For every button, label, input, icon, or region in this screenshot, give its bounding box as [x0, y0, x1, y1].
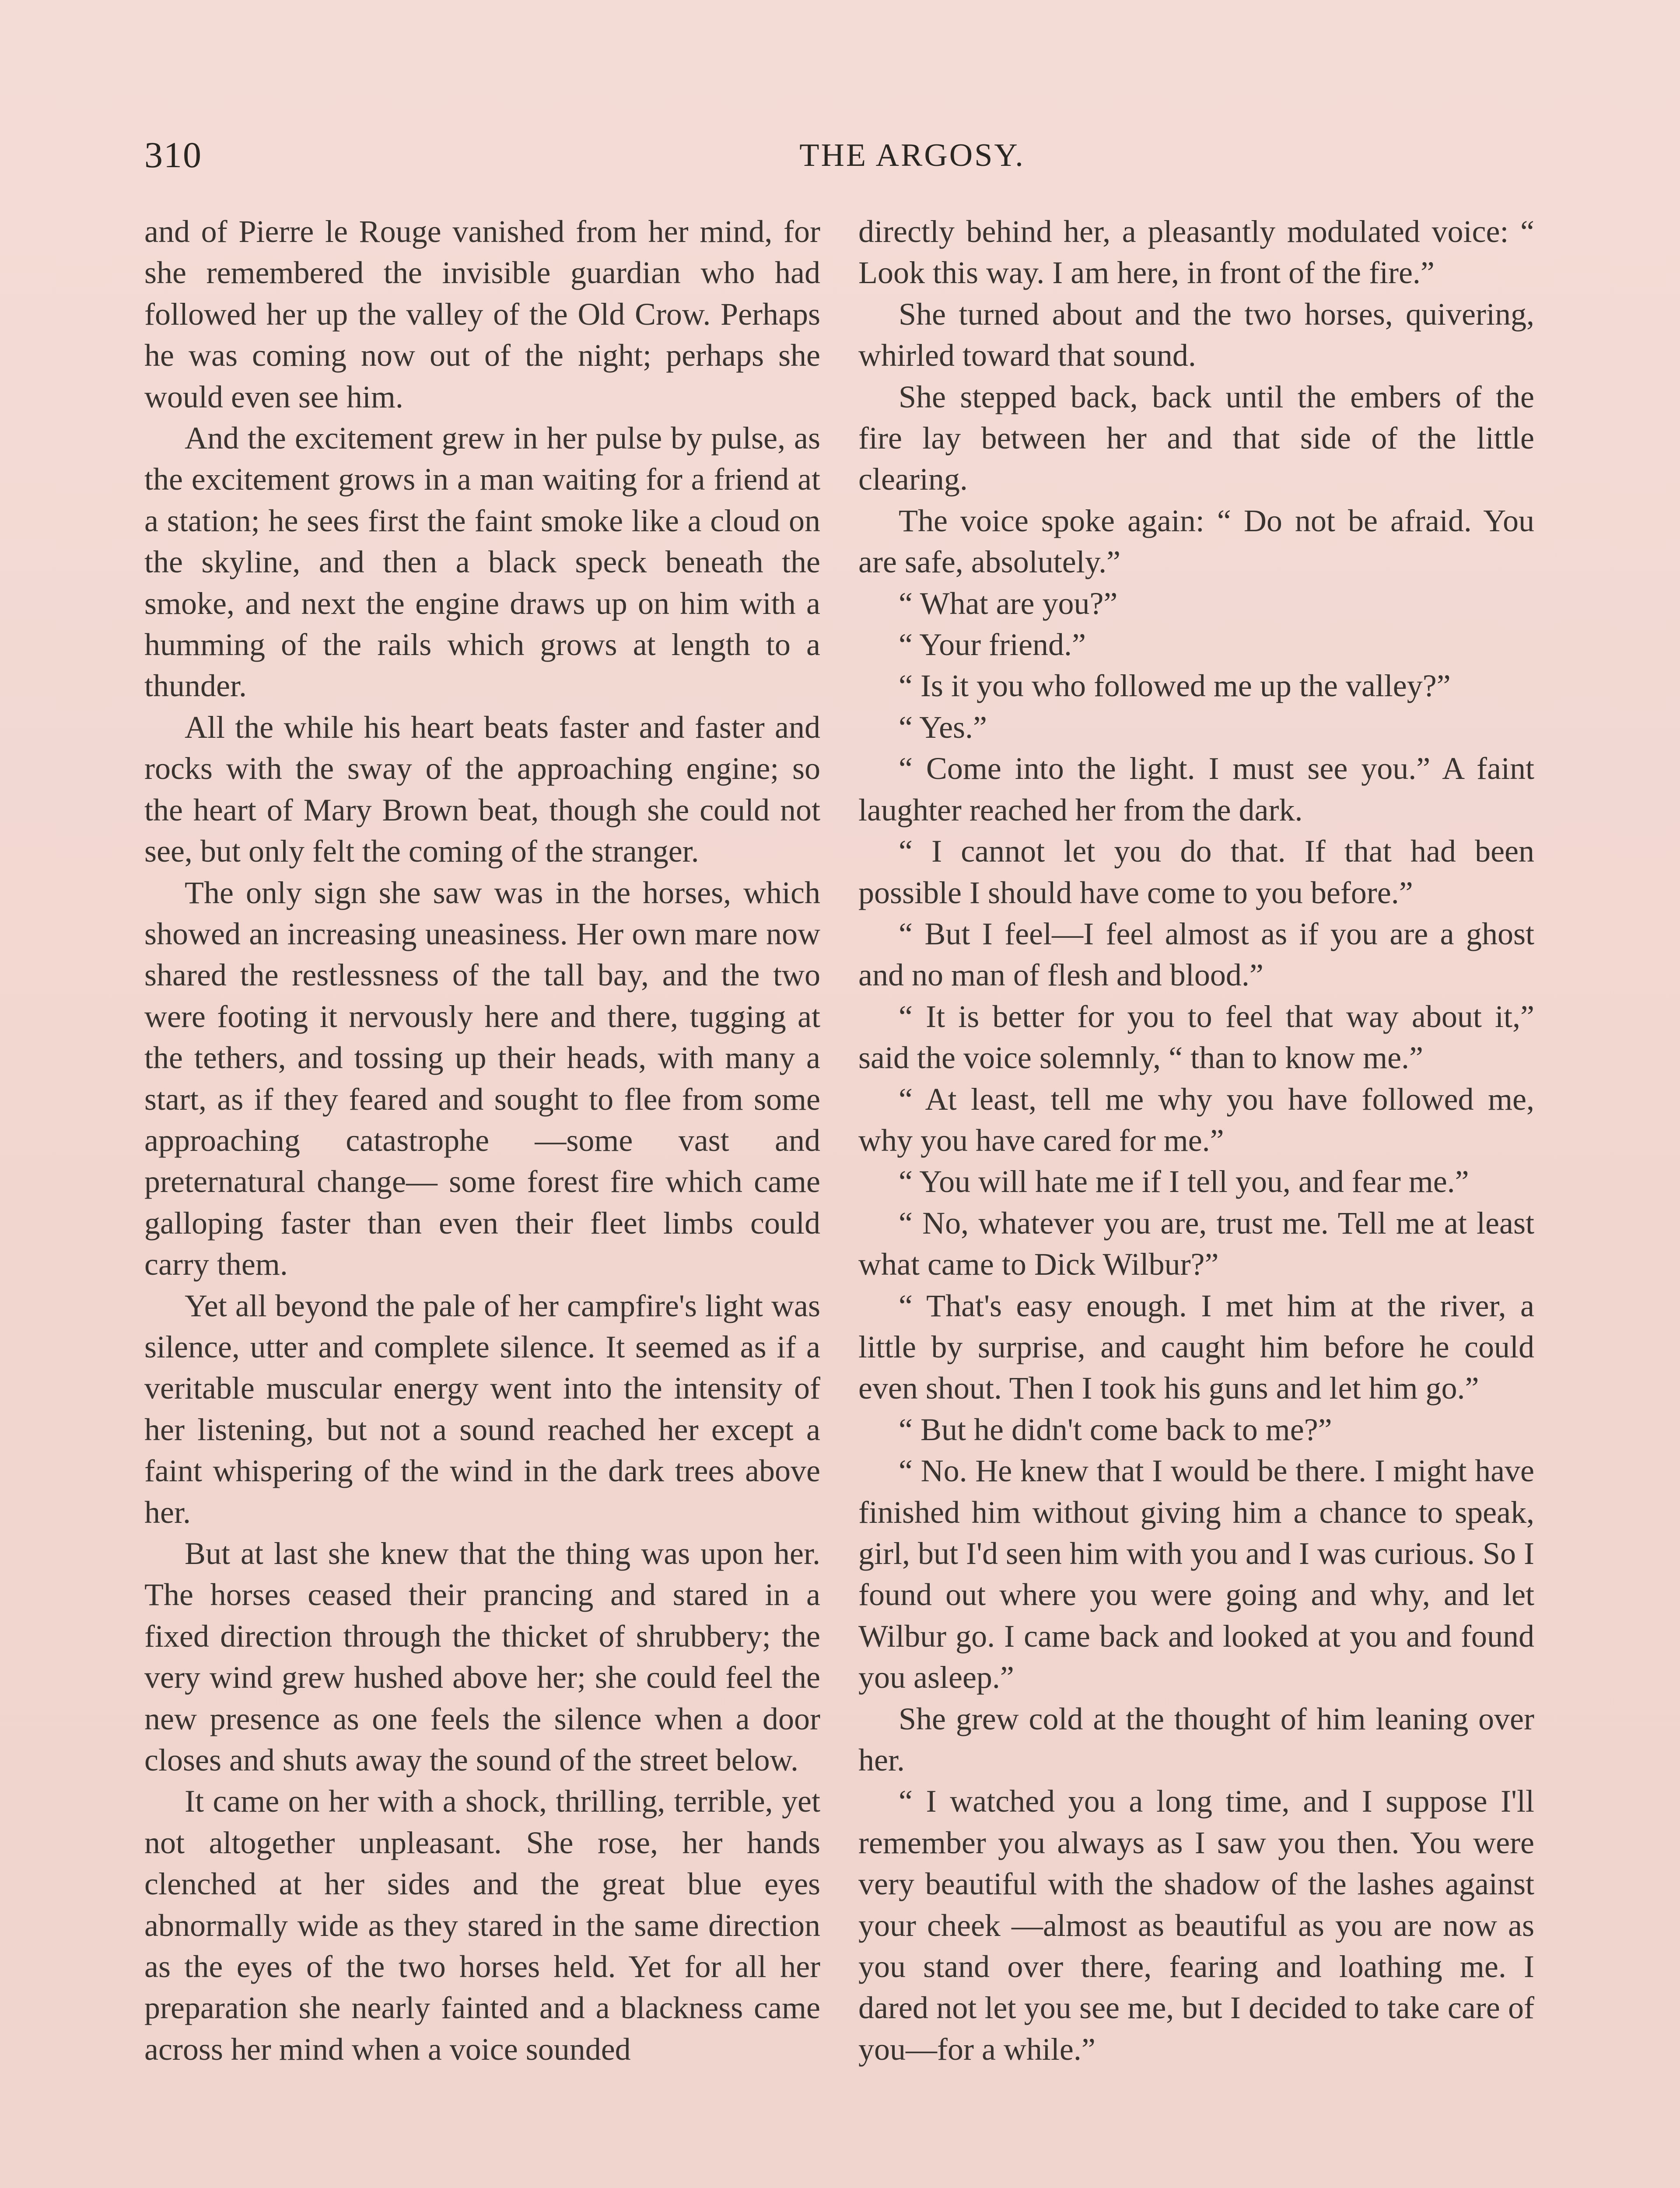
paragraph: “ Your friend.”: [899, 627, 1086, 663]
page-header: [144, 131, 1536, 184]
paragraph: “ That's easy enough. I met him at the river, a little by surprise, and caught him before he could even shout. Then I took his guns and let him go.”: [858, 1288, 1534, 1406]
paragraph: “ No. He knew that I would be there. I might have finished him without giving him a chance to speak, girl, but I'd seen him with you and I was curious. So I found out where you were going and why, and let Wilbur go. I came back and looked at you and found you asleep.”: [858, 1453, 1534, 1695]
paragraph: “ Yes.”: [899, 709, 987, 745]
paragraph: “ But he didn't come back to me?”: [899, 1412, 1332, 1447]
paragraph: “ No, whatever you are, trust me. Tell me at least what came to Dick Wilbur?”: [858, 1205, 1534, 1282]
paragraph: She turned about and the two horses, quivering, whirled toward that sound.: [858, 296, 1534, 373]
paragraph: All the while his heart beats faster and faster and rocks with the sway of the approaching engine; so the heart of Mary Brown beat, though she could not see, but only felt the coming of the stranger.: [144, 709, 820, 869]
paragraph: “ Come into the light. I must see you.” A faint laughter reached her from the dark.: [858, 751, 1534, 828]
paragraph: “ I watched you a long time, and I suppose I'll remember you always as I saw you then. You were very beautiful with the shadow of the lashes against your cheek —almost as beautiful as you are now as you stand over there, fearing and loathing me. I dared not let you see me, but I decided to take care of you—for a while.”: [858, 1784, 1534, 2067]
paragraph: The only sign she saw was in the horses, which showed an increasing uneasiness. Her own mare now shared the restlessness of the tall bay, and the two were footing it nervously here and there, tugging at the tethers, and tossing up their heads, with many a start, as if they feared and sought to flee from some approaching catastrophe —some vast and preternatural change— some forest fire which came galloping faster than even their fleet limbs could carry them.: [144, 875, 820, 1282]
paragraph: She stepped back, back until the embers of the fire lay between her and that side of the little clearing.: [858, 379, 1534, 497]
paragraph: “ At least, tell me why you have followed me, why you have cared for me.”: [858, 1081, 1534, 1158]
left-column: [144, 211, 820, 2070]
paragraph: “ What are you?”: [899, 586, 1118, 621]
paragraph: The voice spoke again: “ Do not be afraid. You are safe, absolutely.”: [858, 503, 1534, 580]
paragraph: “ You will hate me if I tell you, and fear me.”: [899, 1164, 1469, 1199]
running-title: THE ARGOSY.: [799, 137, 1025, 173]
paragraph: “ It is better for you to feel that way about it,” said the voice solemnly, “ than to know me.”: [858, 999, 1534, 1076]
paragraph: directly behind her, a pleasantly modulated voice: “ Look this way. I am here, in front of the fire.”: [858, 214, 1534, 291]
paragraph: She grew cold at the thought of him leaning over her.: [858, 1701, 1534, 1778]
paragraph: Yet all beyond the pale of her campfire's light was silence, utter and complete silence. It seemed as if a veritable muscular energy went into the intensity of her listening, but not a sound reached her except a faint whispering of the wind in the dark trees above her.: [144, 1288, 820, 1530]
paragraph: “ But I feel—I feel almost as if you are a ghost and no man of flesh and blood.”: [858, 916, 1534, 993]
paragraph: “ Is it you who followed me up the valley?”: [899, 668, 1451, 704]
paragraph: It came on her with a shock, thrilling, terrible, yet not altogether unpleasant. She rose, her hands clenched at her sides and the great blue eyes abnormally wide as they stared in the same direction as the eyes of the two horses held. Yet for all her preparation she nearly fainted and a blackness came across her mind when a voice sounded: [144, 1784, 820, 2067]
paragraph: “ I cannot let you do that. If that had been possible I should have come to you before.”: [858, 834, 1534, 910]
page-number: 310: [144, 135, 202, 175]
paragraph: and of Pierre le Rouge vanished from her mind, for she remembered the invisible guardian who had followed her up the valley of the Old Crow. Perhaps he was coming now out of the night; perhaps she would even see him.: [144, 214, 820, 414]
paragraph: And the excitement grew in her pulse by pulse, as the excitement grows in a man waiting for a friend at a station; he sees first the faint smoke like a cloud on the skyline, and then a black speck beneath the smoke, and next the engine draws up on him with a humming of the rails which grows at length to a thunder.: [144, 421, 820, 704]
paragraph: But at last she knew that the thing was upon her. The horses ceased their prancing and stared in a fixed direction through the thicket of shrubbery; the very wind grew hushed above her; she could feel the new presence as one feels the silence when a door closes and shuts away the sound of the street below.: [144, 1536, 820, 1778]
right-column: [858, 211, 1534, 2070]
